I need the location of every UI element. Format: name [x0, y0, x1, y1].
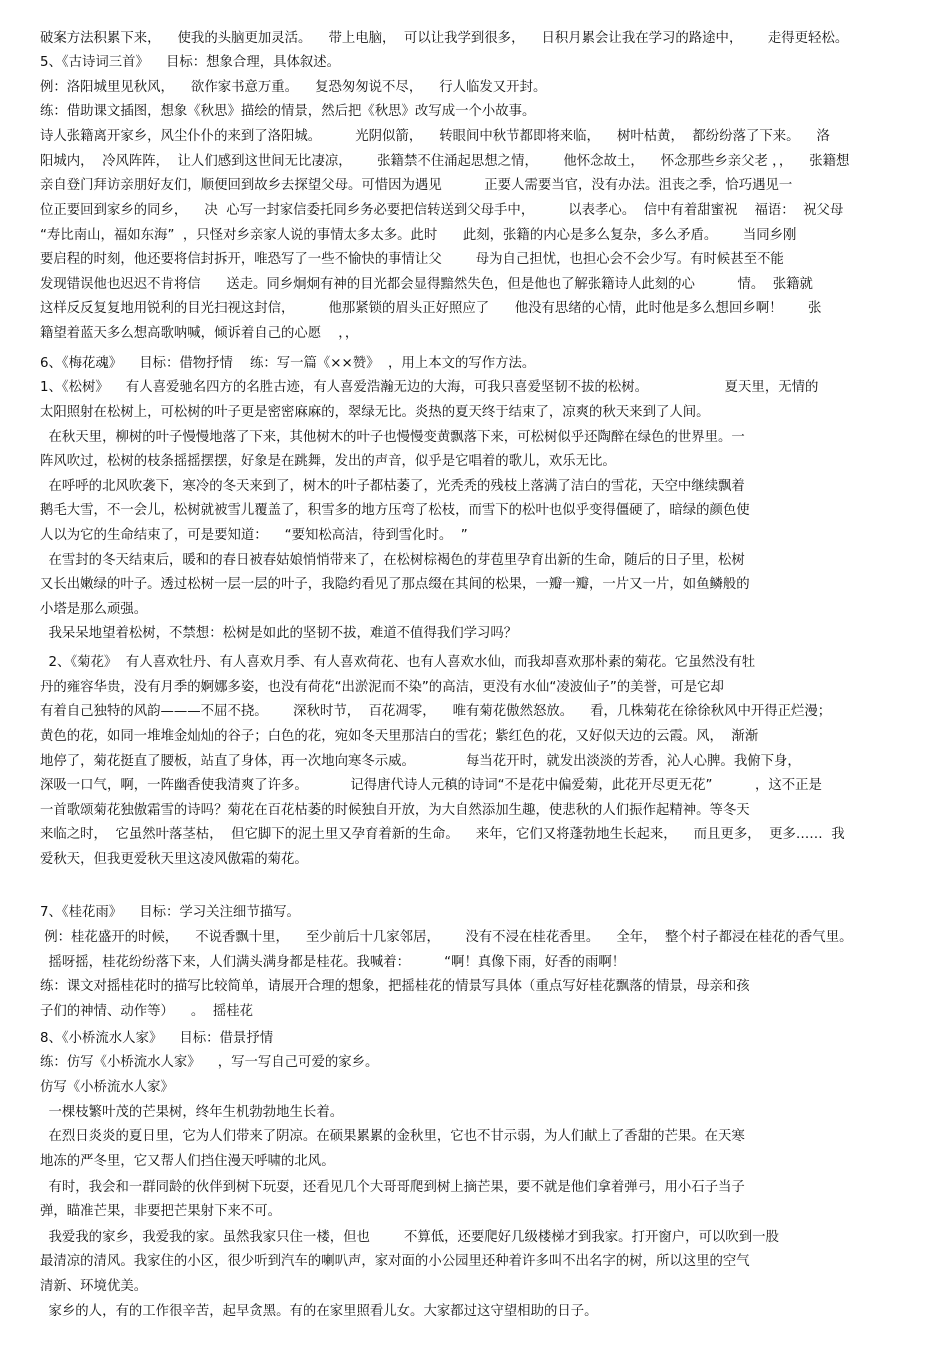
text-line: 弹，瞄准芒果，非要把芒果射下来不可。 — [40, 1204, 282, 1219]
text-line: 练：课文对摇桂花时的描写比较简单，请展开合理的想象，把摇桂花的情景写具体（重点写好桂花飘落的情景，母亲和孩 — [40, 979, 750, 994]
text-line: 例：洛阳城里见秋风， 欲作家书意万重。 复恐匆匆说不尽， 行人临发又开封。 — [40, 80, 547, 95]
text-line: 鹅毛大雪，不一会儿，松树就被雪儿覆盖了，积雪多的地方压弯了松枝，而雪下的松叶也似乎变得僵硬了，暗绿的颜色使 — [40, 503, 750, 518]
text-line: 这样反反复复地用锐利的目光扫视这封信， 他那紧锁的眉头正好照应了 他没有思绪的心情，此时他是多么想回乡啊！ 张 — [40, 301, 822, 316]
text-line: 黄色的花，如同一堆堆金灿灿的谷子；白色的花，宛如冬天里那洁白的雪花；紫红色的花，又好似天边的云霞。风， 渐渐 — [40, 729, 759, 744]
text-line: 练：仿写《小桥流水人家》 ，写一写自己可爱的家乡。 — [40, 1055, 379, 1070]
text-line: 摇呀摇，桂花纷纷落下来，人们满头满身都是桂花。我喊着： “啊！真像下雨，好香的雨啊！ — [40, 955, 626, 970]
text-line: 一首歌颂菊花独傲霜雪的诗吗？菊花在百花枯萎的时候独自开放，为大自然添加生趣，使悲秋的人们振作起精神。等冬天 — [40, 803, 750, 818]
text-line: 爱秋天，但我更爱秋天里这凌风傲霜的菊花。 — [40, 852, 308, 867]
text-line: 太阳照射在松树上，可松树的叶子更是密密麻麻的，翠绿无比。炎热的夏天终于结束了，凉爽的秋天来到了人间。 — [40, 405, 710, 420]
text-line: 在秋天里，柳树的叶子慢慢地落了下来，其他树木的叶子也慢慢变黄飘落下来，可松树似乎还陶醉在绿色的世界里。一 — [40, 430, 745, 445]
text-line: 在雪封的冬天结束后，暖和的春日被春姑娘悄悄带来了，在松树棕褐色的芽苞里孕育出新的生命，随后的日子里，松树 — [40, 553, 745, 568]
text-line: 我爱我的家乡，我爱我的家。虽然我家只住一楼，但也 不算低，还要爬好几级楼梯才到我家。打开窗户，可以吹到一股 — [40, 1230, 779, 1245]
text-line: 有时，我会和一群同龄的伙伴到树下玩耍，还看见几个大哥哥爬到树上摘芒果，要不就是他们拿着弹弓，用小石子当子 — [40, 1180, 745, 1195]
text-line: 我呆呆地望着松树，不禁想：松树是如此的坚韧不拔，难道不值得我们学习吗？ — [40, 626, 518, 641]
text-line: 发现错误他也迟迟不肯将信 送走。同乡炯炯有神的目光都会显得黯然失色，但是他也了解张籍诗人此刻的心 情。 张籍就 — [40, 277, 813, 292]
text-line: 又长出嫩绿的叶子。透过松树一层一层的叶子，我隐约看见了那点缀在其间的松果，一瓣一瓣，一片又一片，如鱼鳞般的 — [40, 577, 750, 592]
text-line: 仿写《小桥流水人家》 — [40, 1080, 174, 1095]
text-line: 地冻的严冬里，它又帮人们挡住漫天呼啸的北风。 — [40, 1154, 335, 1169]
text-line: 子们的神情、动作等） 。 摇桂花 — [40, 1004, 254, 1019]
section-heading: 6、《梅花魂》 目标：借物抒情 练：写一篇《××赞》 ，用上本文的写作方法。 — [40, 356, 536, 371]
text-line: 人以为它的生命结束了，可是要知道： “要知松高洁，待到雪化时。 ” — [40, 528, 468, 543]
text-line: 诗人张籍离开家乡，风尘仆仆的来到了洛阳城。 光阴似箭， 转眼间中秋节都即将来临， 树叶枯黄， 都纷纷落了下来。 洛 — [40, 129, 830, 144]
text-line: 有着自己独特的风韵———不屈不挠。 深秋时节， 百花凋零， 唯有菊花傲然怒放。 看，几株菊花在徐徐秋风中开得正烂漫； — [40, 704, 832, 719]
text-line: 小塔是那么顽强。 — [40, 602, 148, 617]
text-line: 在呼呼的北风吹袭下，寒冷的冬天来到了，树木的叶子都枯萎了，光秃秃的残枝上落满了洁白的雪花，天空中继续飘着 — [40, 479, 745, 494]
text-line: 阵风吹过，松树的枝条摇摇摆摆，好象是在跳舞，发出的声音，似乎是它唱着的歌儿，欢乐无比。 — [40, 454, 616, 469]
text-line: 地停了，菊花挺直了腰板，站直了身体，再一次地向寒冬示威。 每当花开时，就发出淡淡的芳香，沁人心脾。我俯下身， — [40, 754, 801, 769]
section-heading: 7、《桂花雨》 目标：学习关注细节描写。 — [40, 905, 300, 920]
text-line: 破案方法积累下来， 使我的头脑更加灵活。 带上电脑， 可以让我学到很多， 日积月累会让我在学习的路途中， 走得更轻松。 — [40, 31, 849, 46]
text-line: 丹的雍容华贵，没有月季的婀娜多姿，也没有荷花“出淤泥而不染”的高洁，更没有水仙“凌波仙子”的美誉，可是它却 — [40, 680, 724, 695]
text-line: 位正要回到家乡的同乡， 决 心写一封家信委托同乡务必要把信转送到父母手中， 以表孝心。 信中有着甜蜜祝 福语： 祝父母 — [40, 203, 844, 218]
text-line: 一棵枝繁叶茂的芒果树，终年生机勃勃地生长着。 — [40, 1105, 344, 1120]
text-line: 例：桂花盛开的时候， 不说香飘十里， 至少前后十几家邻居， 没有不浸在桂花香里。 全年， 整个村子都浸在桂花的香气里。 — [40, 930, 853, 945]
section-heading: 8、《小桥流水人家》 目标：借景抒情 — [40, 1031, 274, 1046]
text-line: 最清凉的清风。我家住的小区，很少听到汽车的喇叭声，家对面的小公园里还种着许多叫不出名字的树，所以这里的空气 — [40, 1254, 750, 1269]
text-line: 1、《松树》 有人喜爱驰名四方的名胜古迹，有人喜爱浩瀚无边的大海，可我只喜爱坚韧不拔的松树。 夏天里，无情的 — [40, 380, 819, 395]
text-line: 深吸一口气，啊，一阵幽香使我清爽了许多。 记得唐代诗人元稹的诗词“不是花中偏爱菊，此花开尽更无花” ，这不正是 — [40, 778, 822, 793]
text-line: 亲自登门拜访亲朋好友们，顺便回到故乡去探望父母。可惜因为遇见 正要人需要当官，没有办法。沮丧之季，恰巧遇见一 — [40, 178, 793, 193]
text-line: 阳城内， 冷风阵阵， 让人们感到这世间无比凄凉， 张籍禁不住涌起思想之情， 他怀念故土， 怀念那些乡亲父老 ，， 张籍想 — [40, 154, 850, 169]
text-line: 练：借助课文插图，想象《秋思》描绘的情景，然后把《秋思》改写成一个小故事。 — [40, 104, 536, 119]
text-line: 来临之时， 它虽然叶落茎枯， 但它脚下的泥土里又孕育着新的生命。 来年，它们又将蓬勃地生长起来， 而且更多， 更多…… 我 — [40, 827, 845, 842]
text-line: 清新、环境优美。 — [40, 1279, 148, 1294]
text-line: 籍望着蓝天多么想高歌呐喊，倾诉着自己的心愿 ，， — [40, 326, 359, 341]
text-line: 5、《古诗词三首》 目标：想象合理，具体叙述。 — [40, 55, 341, 70]
text-line: 家乡的人，有的工作很辛苦，起早贪黑。有的在家里照看儿女。大家都过这守望相助的日子。 — [40, 1304, 598, 1319]
text-line: 要启程的时刻，他还要将信封拆开，唯恐写了一些不愉快的事情让父 母为自己担忧，也担心会不会少写。有时候甚至不能 — [40, 252, 784, 267]
text-line: 在烈日炎炎的夏日里，它为人们带来了阴凉。在硕果累累的金秋里，它也不甘示弱，为人们献上了香甜的芒果。在天寒 — [40, 1129, 745, 1144]
text-line: 2、《菊花》 有人喜欢牡丹、有人喜欢月季、有人喜欢荷花、也有人喜欢水仙，而我却喜欢那朴素的菊花。它虽然没有牡 — [40, 655, 756, 670]
text-line: “寿比南山，福如东海” ，只怪对乡亲家人说的事情太多太多。此时 此刻，张籍的内心是多么复杂，多么矛盾。 当同乡刚 — [40, 228, 797, 243]
